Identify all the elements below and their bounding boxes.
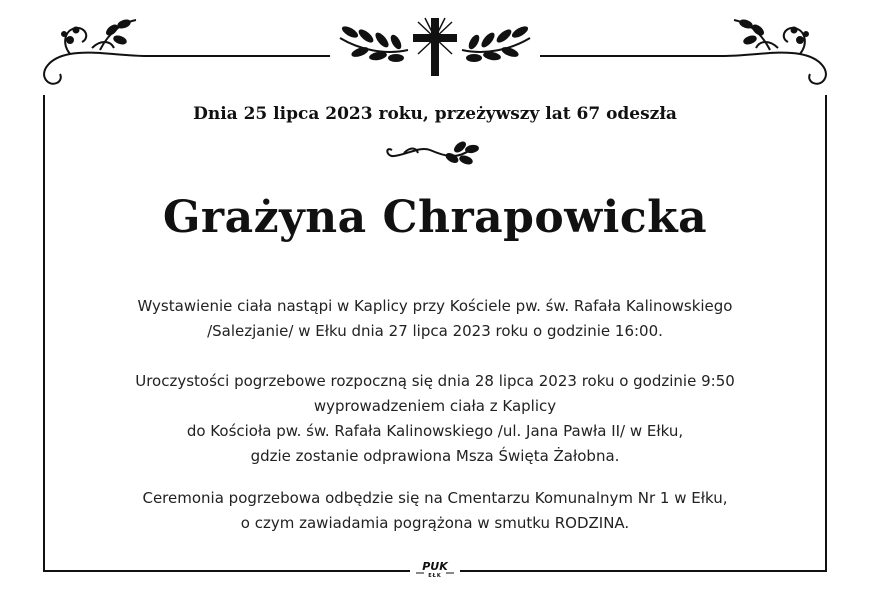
footer-logo: PUK — [422, 560, 448, 573]
deceased-name: Grażyna Chrapowicka — [162, 192, 708, 243]
paragraph-ceremony — [60, 369, 810, 469]
corner-ornament-right-icon — [722, 19, 826, 84]
paragraph-line: Wystawienie ciała nastąpi w Kaplicy przy Kościele pw. św. Rafała Kalinowskiego — [137, 297, 733, 315]
divider-flourish-icon — [387, 141, 478, 165]
paragraph-line: gdzie zostanie odprawiona Msza Święta Żałobna. — [250, 447, 620, 465]
headline: Dnia 25 lipca 2023 roku, przeżywszy lat 67 odeszła — [193, 104, 677, 124]
paragraph-line: do Kościoła pw. św. Rafała Kalinowskiego /ul. Jana Pawła II/ w Ełku, — [186, 422, 684, 440]
paragraph-line: o czym zawiadamia pogrążona w smutku RODZINA. — [240, 514, 630, 532]
cross-icon — [413, 18, 457, 76]
laurel-branch-right-icon — [462, 24, 530, 62]
paragraph-viewing — [60, 294, 810, 344]
paragraph-line: Ceremonia pogrzebowa odbędzie się na Cmentarzu Komunalnym Nr 1 w Ełku, — [142, 489, 728, 507]
corner-ornament-left-icon — [44, 19, 148, 84]
laurel-branch-left-icon — [340, 24, 408, 62]
paragraph-line: Uroczystości pogrzebowe rozpoczną się dnia 28 lipca 2023 roku o godzinie 9:50 — [135, 372, 735, 390]
paragraph-line: /Salezjanie/ w Ełku dnia 27 lipca 2023 roku o godzinie 16:00. — [207, 322, 663, 340]
paragraph-line: wyprowadzeniem ciała z Kaplicy — [313, 397, 557, 415]
paragraph-burial — [60, 486, 810, 536]
footer-logo-sub: EŁK — [428, 573, 442, 579]
